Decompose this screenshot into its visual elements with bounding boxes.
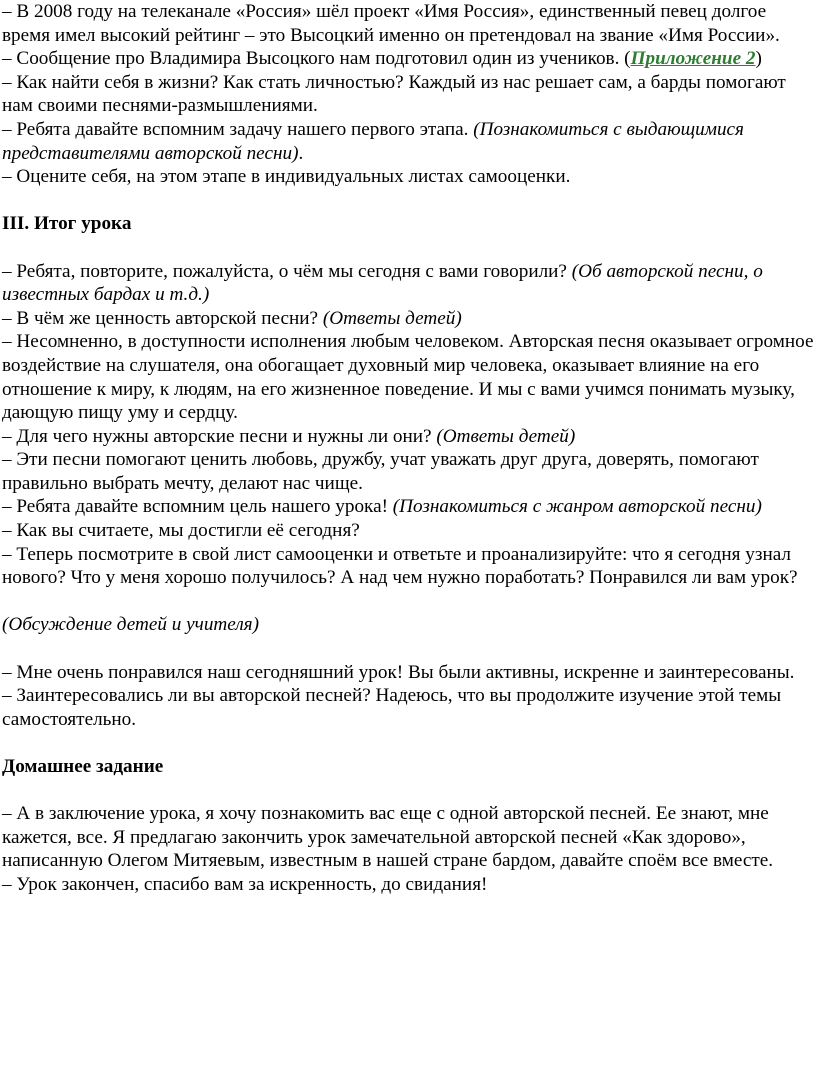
question-song-value-answer: (Ответы детей) <box>322 307 462 329</box>
paragraph-liked-lesson: – Мне очень понравился наш сегодняшний урок! Вы были активны, искренне и заинтересованы. <box>2 661 795 683</box>
appendix-2-link[interactable]: Приложение 2 <box>630 48 756 70</box>
paragraph-continue-study: – Заинтересовались ли вы авторской песней? Надеюсь, что вы продолжите изучение этой темы самостоятельно. <box>2 685 782 730</box>
discussion-note: (Обсуждение детей и учителя) <box>2 614 259 636</box>
paragraph-song-value: – Несомненно, в доступности исполнения любым человеком. Авторская песня оказывает огромное воздействие на слушателя, она обогащает духовный мир человека, оказывает влияние на его отношение к миру, к людям, на его жизненное поведение. И мы с вами учимся понимать музыку, дающую пищу уму и сердцу. <box>2 331 814 424</box>
paragraph-first-stage-task-text: – Ребята давайте вспомним задачу нашего первого этапа. <box>2 118 474 140</box>
spacer <box>2 590 814 614</box>
paragraph-vysotsky-report-close: ) <box>755 48 762 70</box>
paragraph-discussion <box>2 613 814 637</box>
first-stage-task-answer: (Познакомиться с выдающимися представителями авторской песни) <box>2 118 744 164</box>
spacer <box>2 189 814 213</box>
question-song-value-text: – В чём же ценность авторской песни? <box>2 307 323 329</box>
question-why-songs <box>2 425 814 449</box>
question-song-value <box>2 307 814 331</box>
question-why-songs-answer: (Ответы детей) <box>436 425 576 447</box>
paragraph-first-stage-task <box>2 118 814 165</box>
paragraph-songs-help: – Эти песни помогают ценить любовь, дружбу, учат уважать друг друга, доверять, помогают правильно выбрать мечту, делают нас чище. <box>2 449 759 494</box>
paragraph-vysotsky-report-text: – Сообщение про Владимира Высоцкого нам подготовил один из учеников. ( <box>2 48 631 70</box>
paragraph-self-analysis: – Теперь посмотрите в свой лист самооценки и ответьте и проанализируйте: что я сегодня узнал нового? Что у меня хорошо получилось? А над чем нужно поработать? Понравился ли вам урок? <box>2 543 798 589</box>
heading-lesson-summary: III. Итог урока <box>2 213 132 235</box>
question-lesson-goal-text: – Ребята давайте вспомним цель нашего урока! <box>2 496 393 518</box>
paragraph-final-song: – А в заключение урока, я хочу познакомить вас еще с одной авторской песней. Ее знают, мне кажется, все. Я предлагаю закончить урок замечательной авторской песней «Как здорово», написанную Олегом Митяевым, известным в нашей стране бардом, давайте споём все вместе. <box>2 803 774 872</box>
question-why-songs-text: – Для чего нужны авторские песни и нужны ли они? <box>2 425 437 447</box>
question-what-discussed-answer: (Об авторской песни, о известных бардах и т.д.) <box>2 260 763 306</box>
paragraph-vysotsky-report <box>2 47 814 71</box>
paragraph-imya-rossiya: – В 2008 году на телеканале «Россия» шёл проект «Имя Россия», единственный певец долгое время имел высокий рейтинг – это Высоцкий именно он претендовал на звание «Имя России». <box>2 1 780 46</box>
spacer <box>2 236 814 260</box>
question-lesson-goal <box>2 495 814 519</box>
paragraph-self-assessment: – Оцените себя, на этом этапе в индивидуальных листах самооценки. <box>2 166 571 188</box>
question-what-discussed <box>2 260 814 307</box>
paragraph-find-yourself: – Как найти себя в жизни? Как стать личностью? Каждый из нас решает сам, а барды помогают нам своими песнями-размышлениями. <box>2 71 786 117</box>
paragraph-goodbye: – Урок закончен, спасибо вам за искренность, до свидания! <box>2 873 488 895</box>
question-what-discussed-text: – Ребята, повторите, пожалуйста, о чём мы сегодня с вами говорили? <box>2 260 572 282</box>
question-lesson-goal-answer: (Познакомиться с жанром авторской песни) <box>392 496 762 518</box>
spacer <box>2 731 814 755</box>
heading-homework: Домашнее задание <box>2 756 164 777</box>
question-goal-reached: – Как вы считаете, мы достигли её сегодня? <box>2 520 360 542</box>
spacer <box>2 637 814 661</box>
spacer <box>2 779 814 803</box>
paragraph-first-stage-task-end: . <box>298 142 304 164</box>
